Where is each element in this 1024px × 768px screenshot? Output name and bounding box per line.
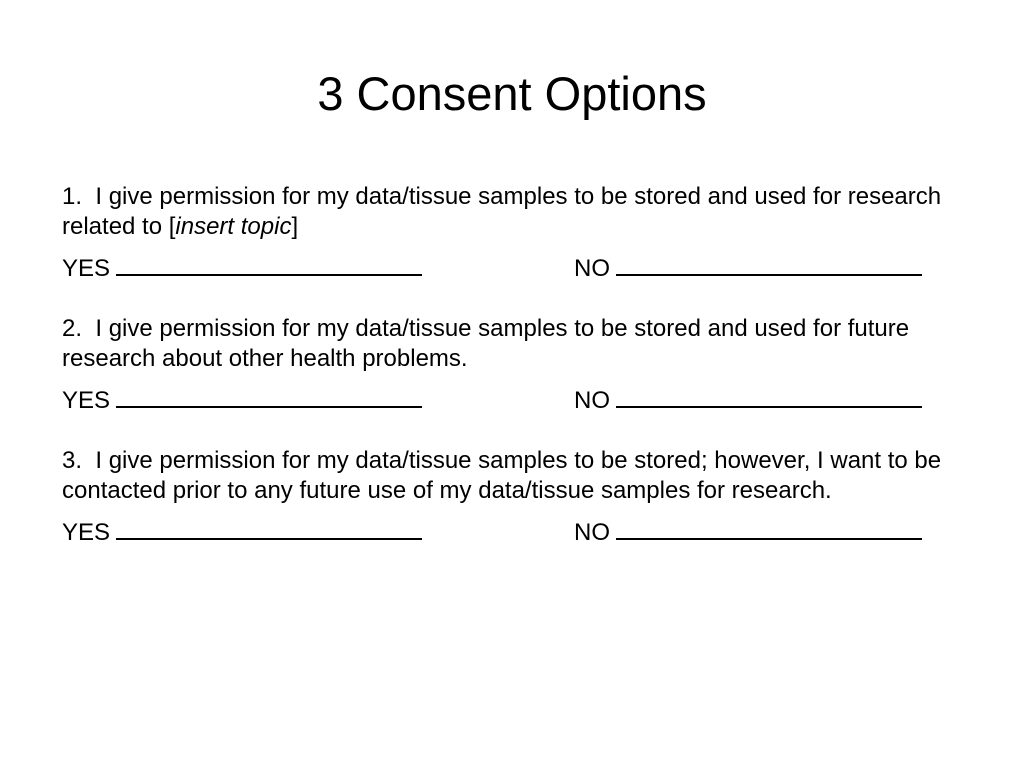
yes-blank-line[interactable] xyxy=(116,252,422,276)
answer-row xyxy=(62,252,962,282)
no-blank-line[interactable] xyxy=(616,516,922,540)
yes-answer xyxy=(62,384,422,416)
no-answer xyxy=(574,252,922,284)
consent-statement xyxy=(62,314,962,374)
statement-placeholder: insert topic xyxy=(175,213,292,240)
answer-row xyxy=(62,384,962,414)
statement-text: I give permission for my data/tissue samples to be stored and used for future research about other health problems. xyxy=(62,315,910,372)
slide-title: 3 Consent Options xyxy=(317,67,707,120)
option-number: 3. xyxy=(62,447,83,474)
yes-label: YES xyxy=(62,519,111,546)
answer-row xyxy=(62,516,962,546)
no-label: NO xyxy=(574,255,610,282)
consent-option-2 xyxy=(62,314,962,414)
statement-text-end: ] xyxy=(291,213,299,240)
yes-answer xyxy=(62,516,422,548)
no-blank-line[interactable] xyxy=(616,252,922,276)
yes-label: YES xyxy=(62,255,111,282)
no-label: NO xyxy=(574,519,610,546)
consent-statement xyxy=(62,446,962,506)
no-answer xyxy=(574,384,922,416)
option-number: 1. xyxy=(62,183,83,210)
no-answer xyxy=(574,516,922,548)
statement-text: I give permission for my data/tissue samples to be stored; however, I want to be contacted prior to any future use of my data/tissue samples for research. xyxy=(62,447,942,504)
consent-option-1 xyxy=(62,182,962,282)
yes-blank-line[interactable] xyxy=(116,516,422,540)
yes-label: YES xyxy=(62,387,111,414)
option-number: 2. xyxy=(62,315,83,342)
consent-option-3 xyxy=(62,446,962,546)
yes-answer xyxy=(62,252,422,284)
no-blank-line[interactable] xyxy=(616,384,922,408)
consent-options-list xyxy=(62,182,962,578)
consent-statement xyxy=(62,182,962,242)
no-label: NO xyxy=(574,387,610,414)
yes-blank-line[interactable] xyxy=(116,384,422,408)
statement-text: I give permission for my data/tissue samples to be stored and used for research related to [ xyxy=(62,183,942,240)
